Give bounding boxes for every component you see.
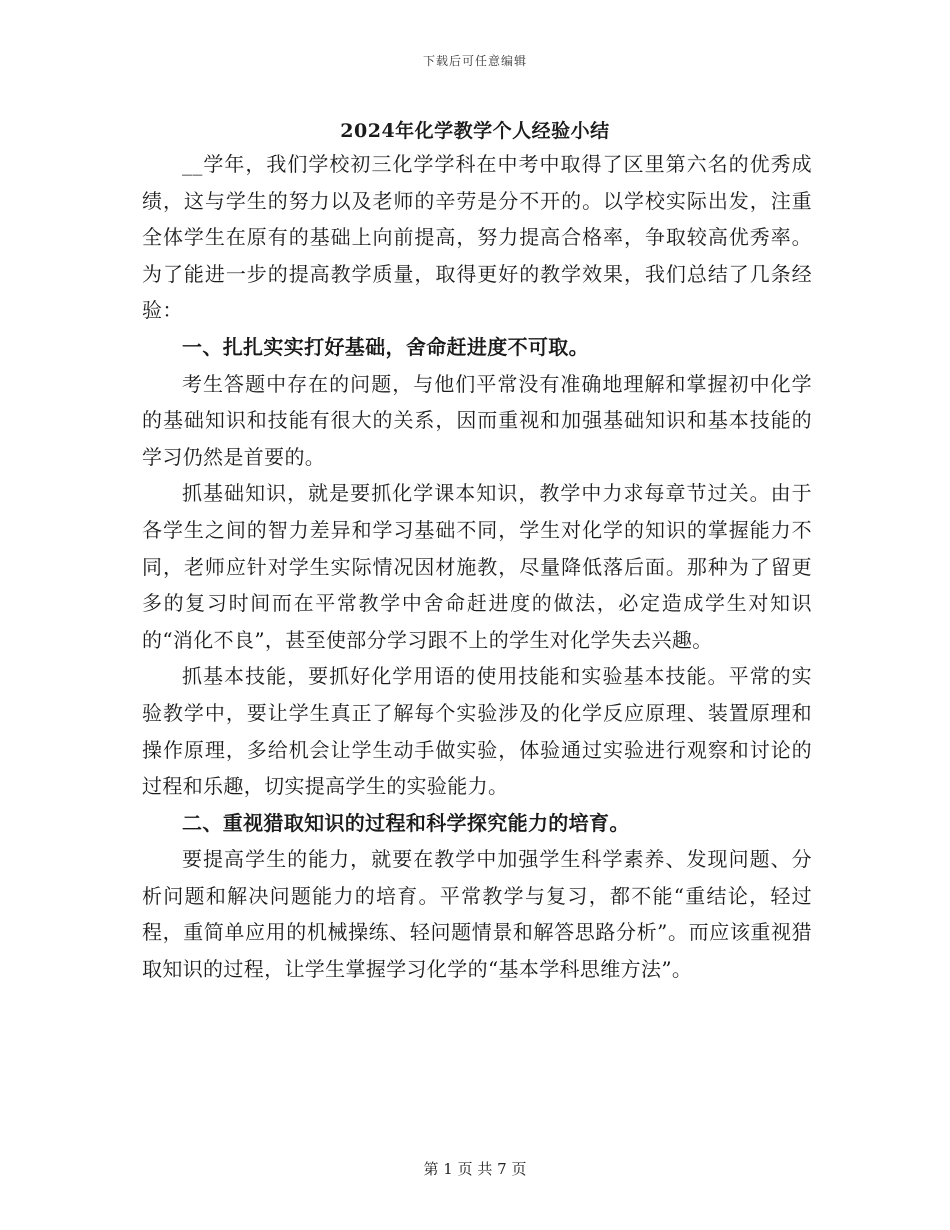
header-note: 下载后可任意编辑 xyxy=(422,54,527,68)
paragraph-intro: __学年，我们学校初三化学学科在中考中取得了区里第六名的优秀成绩，这与学生的努力以及老师的辛劳是分不开的。以学校实际出发，注重全体学生在原有的基础上向前提高，努力提高合格率，争取较高优秀率。为了能进一步的提高教学质量，取得更好的教学效果，我们总结了几条经验： xyxy=(142,152,812,323)
section-heading-2: 二、重视猎取知识的过程和科学探究能力的培育。 xyxy=(182,810,630,835)
paragraph-basic-knowledge: 抓基础知识，就是要抓化学课本知识，教学中力求每章节过关。由于各学生之间的智力差异和学习基础不同，学生对化学的知识的掌握能力不同，老师应针对学生实际情况因材施教，尽量降低落后面。那种为了留更多的复习时间而在平常教学中舍命赶进度的做法，必定造成学生对知识的“消化不良”，甚至使部分学习跟不上的学生对化学失去兴趣。 xyxy=(142,481,812,652)
paragraph-problems: 考生答题中存在的问题，与他们平常没有准确地理解和掌握初中化学的基础知识和技能有很大的关系，因而重视和加强基础知识和基本技能的学习仍然是首要的。 xyxy=(142,371,812,469)
paragraph-process: 要提高学生的能力，就要在教学中加强学生科学素养、发现问题、分析问题和解决问题能力的培育。平常教学与复习，都不能“重结论，轻过程，重简单应用的机械操练、轻问题情景和解答思路分析”。而应该重视猎取知识的过程，让学生掌握学习化学的“基本学科思维方法”。 xyxy=(142,847,812,982)
document-body xyxy=(142,146,812,988)
page-footer: 第 1 页 共 7 页 xyxy=(423,1160,527,1178)
paragraph-basic-skills: 抓基本技能，要抓好化学用语的使用技能和实验基本技能。平常的实验教学中，要让学生真正了解每个实验涉及的化学反应原理、装置原理和操作原理，多给机会让学生动手做实验，体验通过实验进行观察和讨论的过程和乐趣，切实提高学生的实验能力。 xyxy=(142,664,812,799)
document-title: 2024年化学教学个人经验小结 xyxy=(340,120,610,142)
section-heading-1: 一、扎扎实实打好基础，舍命赶进度不可取。 xyxy=(182,334,589,359)
